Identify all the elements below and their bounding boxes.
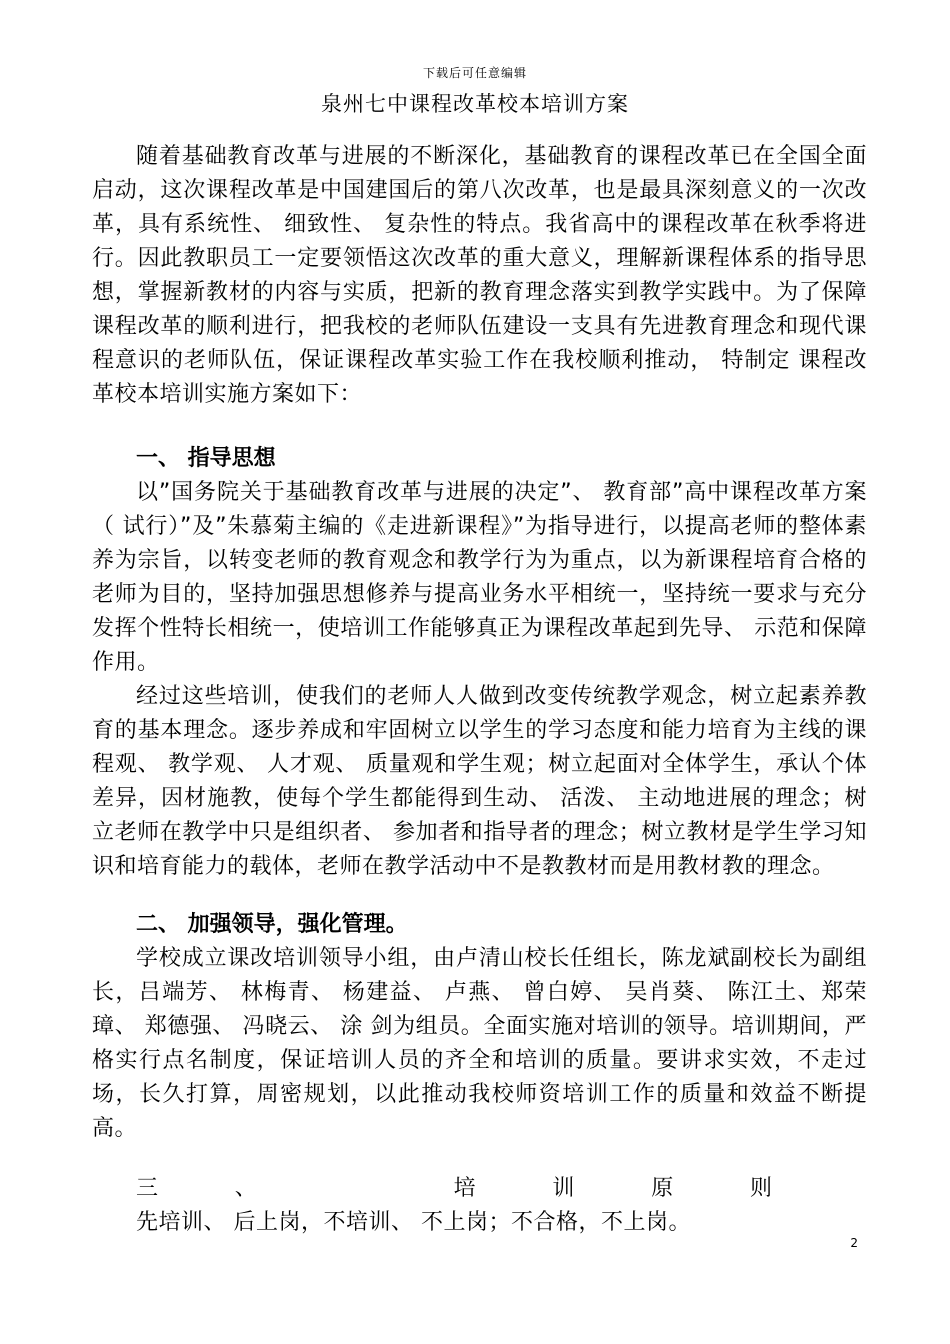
page-title: 泉州七中课程改革校本培训方案 bbox=[321, 92, 629, 116]
section2-paragraph: 学校成立课改培训领导小组，由卢清山校长任组长，陈龙斌副校长为副组长，吕端芳、 林梅青、 杨建益、 卢燕、 曾白婷、 吴肖葵、 陈江土、郑荣璋、 郑德强、 冯晓云、 涂 剑为组员。全面实施对培训的领导。培训期间，严格实行点名制度，保证培训人员的齐全和培训的质量。要讲求实效，不走过场，长久打算，周密规划，以此推动我校师资培训工作的质量和效益不断提高。 bbox=[92, 946, 867, 1141]
section-heading-2: 二、 加强领导，强化管理。 bbox=[136, 912, 408, 937]
section1-paragraph: 经过这些培训，使我们的老师人人做到改变传统教学观念，树立起素养教育的基本理念。逐步养成和牢固树立以学生的学习态度和能力培育为主线的课程观、 教学观、 人才观、 质量观和学生观；树立起面对全体学生，承认个体差异，因材施教，使每个学生都能得到生动、 活泼、 主动地进展的理念；树立老师在教学中只是组织者、 参加者和指导者的理念；树立教材是学生学习知识和培育能力的载体，老师在教学活动中不是教教材而是用教材教的理念。 bbox=[92, 684, 867, 879]
page-number: 2 bbox=[850, 1236, 858, 1250]
spacer bbox=[92, 1146, 867, 1172]
section-heading-1: 一、 指导思想 bbox=[136, 446, 276, 471]
heading-char: 培 bbox=[453, 1176, 476, 1201]
heading-char: 则 bbox=[749, 1176, 772, 1201]
section-heading-3 bbox=[92, 1172, 867, 1206]
heading-char: 训 bbox=[552, 1176, 575, 1201]
intro-paragraph: 随着基础教育改革与进展的不断深化，基础教育的课程改革已在全国全面启动，这次课程改革是中国建国后的第八次改革，也是最具深刻意义的一次改革，具有系统性、 细致性、 复杂性的特点。我省高中的课程改革在秋季将进行。因此教职员工一定要领悟这次改革的重大意义，理解新课程体系的指导思想，掌握新教材的内容与实质，把新的教育理念落实到教学实践中。为了保障课程改革的顺利进行，把我校的老师队伍建设一支具有先进教育理念和现代课程意识的老师队伍，保证课程改革实验工作在我校顺利推动， 特制定 课程改革校本培训实施方案如下： bbox=[92, 144, 867, 407]
section3-paragraph: 先培训、 后上岗，不培训、 不上岗；不合格，不上岗。 bbox=[136, 1210, 691, 1235]
header-note: 下载后可任意编辑 bbox=[422, 66, 527, 80]
spacer bbox=[92, 884, 867, 908]
heading-char: 三 bbox=[136, 1176, 159, 1201]
heading-char: 、 bbox=[234, 1176, 257, 1201]
section1-paragraph: 以”国务院关于基础教育改革与进展的决定”、 教育部”高中课程改革方案（ 试行）”及”朱慕菊主编的《走进新课程》”为指导进行，以提高老师的整体素养为宗旨，以转变老师的教育观念和教学行为为重点，以为新课程培育合格的老师为目的，坚持加强思想修养与提高业务水平相统一，坚持统一要求与充分发挥个性特长相统一，使培训工作能够真正为课程改革起到先导、 示范和保障作用。 bbox=[92, 480, 867, 675]
heading-char: 原 bbox=[651, 1176, 674, 1201]
spacer bbox=[92, 412, 867, 442]
document-body bbox=[92, 140, 867, 1240]
